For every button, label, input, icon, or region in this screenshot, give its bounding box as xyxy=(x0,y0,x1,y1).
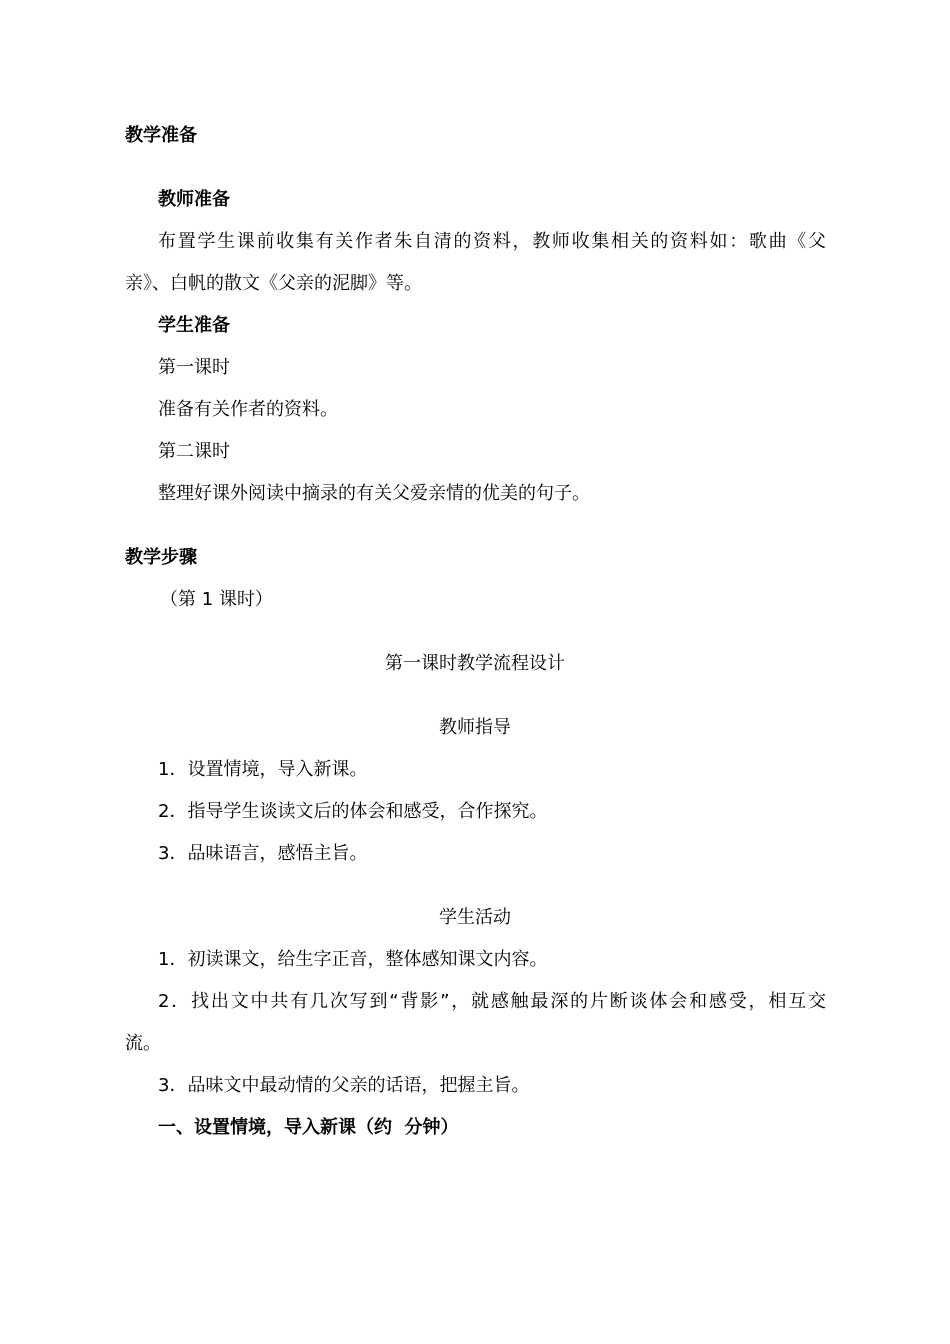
flow-title: 第一课时教学流程设计 xyxy=(385,653,565,674)
lesson2-text: 整理好课外阅读中摘录的有关父爱亲情的优美的句子。 xyxy=(158,483,590,504)
heading-student-preparation: 学生准备 xyxy=(158,315,230,336)
student-activity-title: 学生活动 xyxy=(439,907,511,928)
list-item: 2．指导学生谈读文后的体会和感受，合作探究。 xyxy=(158,801,548,822)
lesson1-label: 第一课时 xyxy=(158,357,230,378)
list-item: 3．品味语言，感悟主旨。 xyxy=(158,843,368,864)
student-activity-item1: 1．初读课文，给生字正音，整体感知课文内容。 xyxy=(158,949,548,970)
heading-teacher-preparation: 教师准备 xyxy=(158,189,230,210)
student-activity-item2-line2: 流。 xyxy=(125,1033,161,1054)
teacher-prep-text-line2: 亲》、白帆的散文《父亲的泥脚》等。 xyxy=(125,273,422,294)
student-activity-item2-line1: 2．找出文中共有几次写到“背影”，就感触最深的片断谈体会和感受，相互交 xyxy=(158,991,826,1012)
lesson1-text: 准备有关作者的资料。 xyxy=(158,399,338,420)
teacher-prep-text-line1: 布置学生课前收集有关作者朱自清的资料，教师收集相关的资料如：歌曲《父 xyxy=(158,231,826,252)
list-item: 1．设置情境，导入新课。 xyxy=(158,759,368,780)
heading-part1-set-scene: 一、设置情境，导入新课（约 分钟） xyxy=(158,1117,459,1138)
teacher-guide-title: 教师指导 xyxy=(439,717,511,738)
lesson-note: （第 1 课时） xyxy=(160,589,273,610)
student-activity-item3: 3．品味文中最动情的父亲的话语，把握主旨。 xyxy=(158,1075,530,1096)
heading-teaching-steps: 教学步骤 xyxy=(125,547,197,568)
heading-teaching-preparation: 教学准备 xyxy=(125,125,197,146)
lesson2-label: 第二课时 xyxy=(158,441,230,462)
